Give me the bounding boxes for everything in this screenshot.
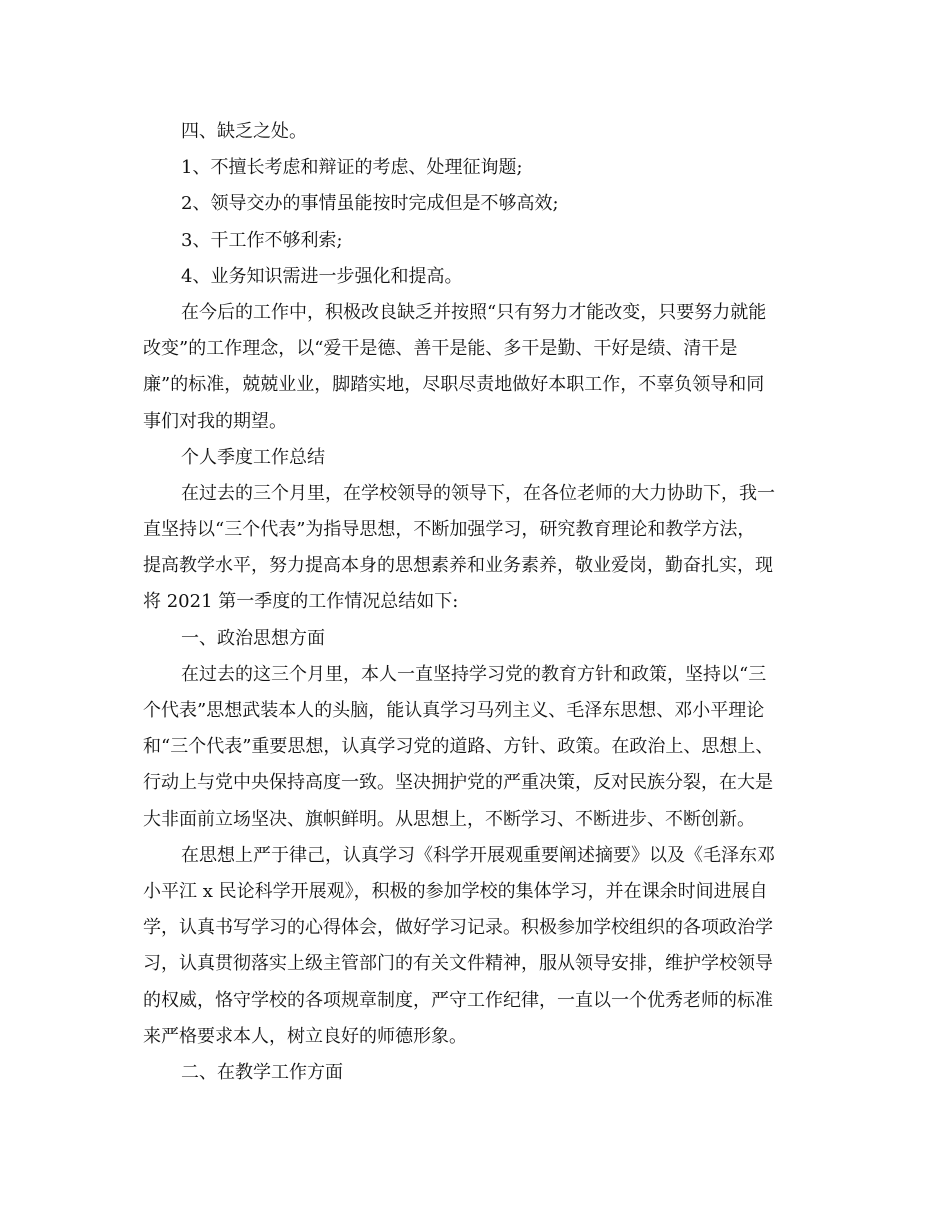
paragraph-line: 提高教学水平，努力提高本身的思想素养和业务素养，敬业爱岗，勤奋扎实，现 [143, 555, 773, 577]
paragraph-line: 小平江 x 民论科学开展观》，积极的参加学校的集体学习，并在课余时间进展自 [143, 880, 768, 902]
paragraph-line: 在过去的三个月里，在学校领导的领导下，在各位老师的大力协助下，我一 [181, 482, 775, 504]
paragraph-line: 廉”的标准，兢兢业业，脚踏实地，尽职尽责地做好本职工作，不辜负领导和同 [143, 374, 765, 396]
paragraph-line: 个代表”思想武装本人的头脑，能认真学习马列主义、毛泽东思想、邓小平理论 [143, 700, 765, 721]
list-item-1: 1、不擅长考虑和辩证的考虑、处理征询题; [181, 157, 523, 179]
list-item-4: 4、业务知识需进一步强化和提高。 [181, 265, 463, 287]
document-body [143, 114, 813, 1091]
section-heading-shortcomings: 四、缺乏之处。 [181, 121, 307, 142]
paragraph-line: 在今后的工作中，积极改良缺乏并按照“只有努力才能改变，只要努力就能 [181, 301, 767, 323]
paragraph-line: 行动上与党中央保持高度一致。坚决拥护党的严重决策，反对民族分裂，在大是 [143, 772, 773, 794]
paragraph-line: 学，认真书写学习的心得体会，做好学习记录。积极参加学校组织的各项政治学 [143, 917, 773, 939]
list-item-2: 2、领导交办的事情虽能按时完成但是不够高效; [181, 193, 559, 215]
paragraph-line: 改变”的工作理念，以“爱干是德、善干是能、多干是勤、干好是绩、清干是 [143, 338, 738, 360]
document-title: 个人季度工作总结 [181, 446, 325, 468]
paragraph-line: 大非面前立场坚决、旗帜鲜明。从思想上，不断学习、不断进步、不断创新。 [143, 808, 755, 830]
paragraph-line: 的权威，恪守学校的各项规章制度，严守工作纪律，一直以一个优秀老师的标准 [143, 989, 773, 1011]
paragraph-line: 在过去的这三个月里，本人一直坚持学习党的教育方针和政策，坚持以“三 [181, 663, 767, 685]
paragraph-line: 来严格要求本人，树立良好的师德形象。 [143, 1025, 467, 1047]
section-heading-teaching: 二、在教学工作方面 [181, 1061, 343, 1083]
paragraph-line: 直坚持以“三个代表”为指导思想，不断加强学习，研究教育理论和教学方法， [143, 519, 756, 541]
paragraph-line: 和“三个代表”重要思想，认真学习党的道路、方针、政策。在政治上、思想上、 [143, 736, 774, 758]
paragraph-line: 在思想上严于律己，认真学习《科学开展观重要阐述摘要》以及《毛泽东邓 [181, 844, 775, 866]
paragraph-line: 将 2021 第一季度的工作情况总结如下: [143, 591, 459, 613]
paragraph-line: 事们对我的期望。 [143, 410, 287, 432]
list-item-3: 3、干工作不够利索; [181, 229, 343, 251]
section-heading-political: 一、政治思想方面 [181, 627, 325, 649]
paragraph-line: 习，认真贯彻落实上级主管部门的有关文件精神，服从领导安排，维护学校领导 [143, 953, 773, 975]
